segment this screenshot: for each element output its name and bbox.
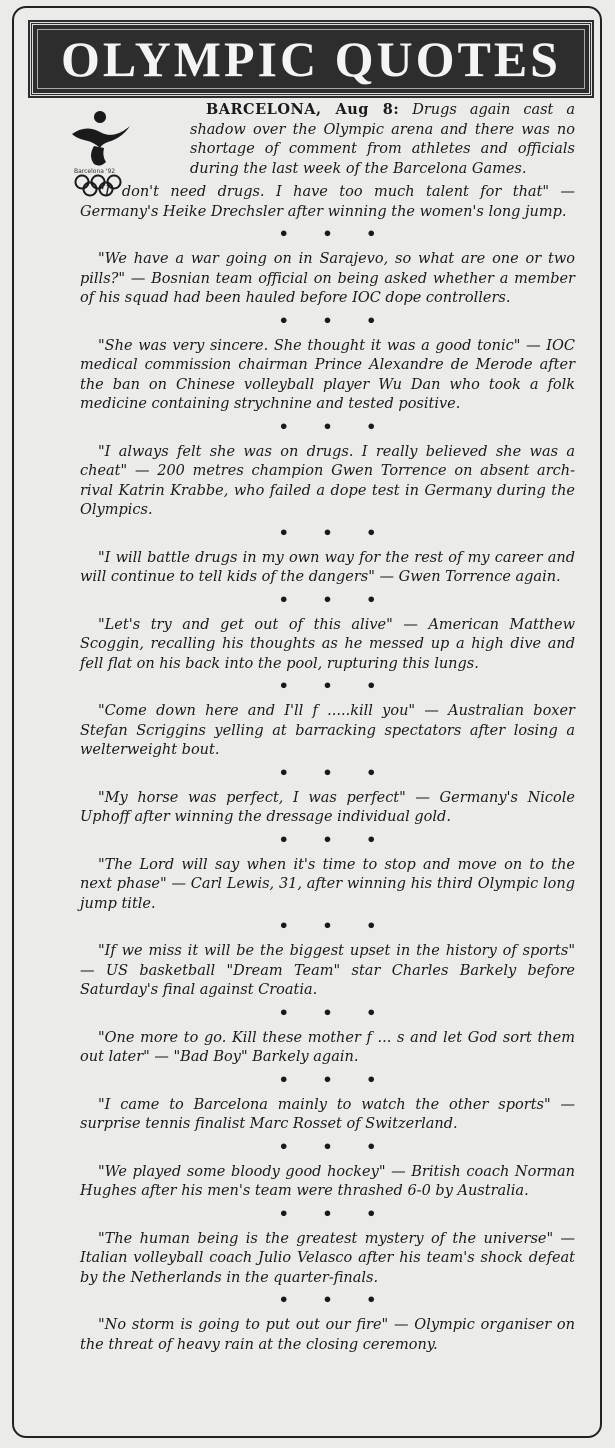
quote: "The human being is the greatest mystery of the universe" — Italian volleyball coach Julio Velasco after his team's shock defeat by the Netherlands in the quarter-finals.: [80, 1230, 575, 1286]
separator: • • •: [278, 1136, 391, 1156]
separator: • • •: [278, 676, 391, 695]
separator: • • •: [278, 522, 391, 542]
quote: "If we miss it will be the biggest upset in the history of sports" — US basketball "Dream Team" star Charles Barkely before Saturday's final against Croatia.: [80, 943, 575, 998]
quote: "I came to Barcelona mainly to watch the other sports" — surprise tennis finalist Marc Rosset of Switzerland.: [80, 1096, 575, 1132]
quote: "She was very sincere. She thought it was a good tonic" — IOC medical commission chairman Prince Alexandre de Merode after the ban on Chinese volleyball player Wu Dan who took a folk medicine containing strychnine and tested positive.: [80, 337, 575, 412]
quote: "Let's try and get out of this alive" — American Matthew Scoggin, recalling his thoughts as he messed up a high dive and fell flat on his back into the pool, rupturing this lungs.: [80, 616, 575, 672]
article-body: [80, 100, 575, 1355]
headline: OLYMPIC QUOTES: [61, 31, 561, 87]
quote: "The Lord will say when it's time to stop and move on to the next phase" — Carl Lewis, 31, after winning his third Olympic long jump title.: [80, 856, 575, 912]
headline-banner: [30, 22, 592, 96]
separator: • • •: [278, 589, 391, 609]
separator: • • •: [278, 224, 391, 243]
quote: "I always felt she was on drugs. I really believed she was a cheat" — 200 metres champion Gwen Torrence on absent arch-rival Katrin Krabbe, who failed a dope test in Germany during the Olympics.: [80, 443, 575, 518]
quote: "Come down here and I'll f .....kill you" — Australian boxer Stefan Scriggins yelling at barracking spectators after losing a welterweight bout.: [80, 703, 575, 758]
separator: • • •: [278, 1290, 391, 1309]
intro-text: Drugs again cast a shadow over the Olympic arena and there was no shortage of comment from athletes and officials during the last week of the Barcelona Games.: [190, 102, 575, 177]
dateline: BARCELONA, Aug 8:: [206, 101, 400, 118]
separator: • • •: [278, 1069, 391, 1089]
separator: • • •: [278, 829, 391, 849]
separator: • • •: [278, 1203, 391, 1223]
separator: • • •: [278, 416, 391, 436]
quote: "One more to go. Kill these mother f ... s and let God sort them out later" — "Bad Boy" Barkely again.: [80, 1029, 575, 1065]
quote: "My horse was perfect, I was perfect" — Germany's Nicole Uphoff after winning the dressage individual gold.: [80, 789, 575, 825]
quote: "We played some bloody good hockey" — British coach Norman Hughes after his men's team were thrashed 6-0 by Australia.: [80, 1163, 575, 1199]
separator: • • •: [278, 916, 391, 935]
logo-caption: Barcelona '92: [74, 168, 116, 175]
intro-paragraph: [190, 100, 575, 179]
separator: • • •: [278, 762, 391, 782]
quote: "I don't need drugs. I have too much talent for that" — Germany's Heike Drechsler after winning the women's long jump.: [80, 184, 575, 220]
quote: "I will battle drugs in my own way for the rest of my career and will continue to tell kids of the dangers" — Gwen Torrence again.: [80, 549, 575, 585]
quote: "No storm is going to put out our fire" — Olympic organiser on the threat of heavy rain at the closing ceremony.: [80, 1317, 575, 1353]
quote: "We have a war going on in Sarajevo, so what are one or two pills?" — Bosnian team official on being asked whether a member of his squad had been hauled before IOC dope controllers.: [80, 251, 575, 306]
separator: • • •: [278, 1002, 391, 1022]
separator: • • •: [278, 310, 391, 330]
